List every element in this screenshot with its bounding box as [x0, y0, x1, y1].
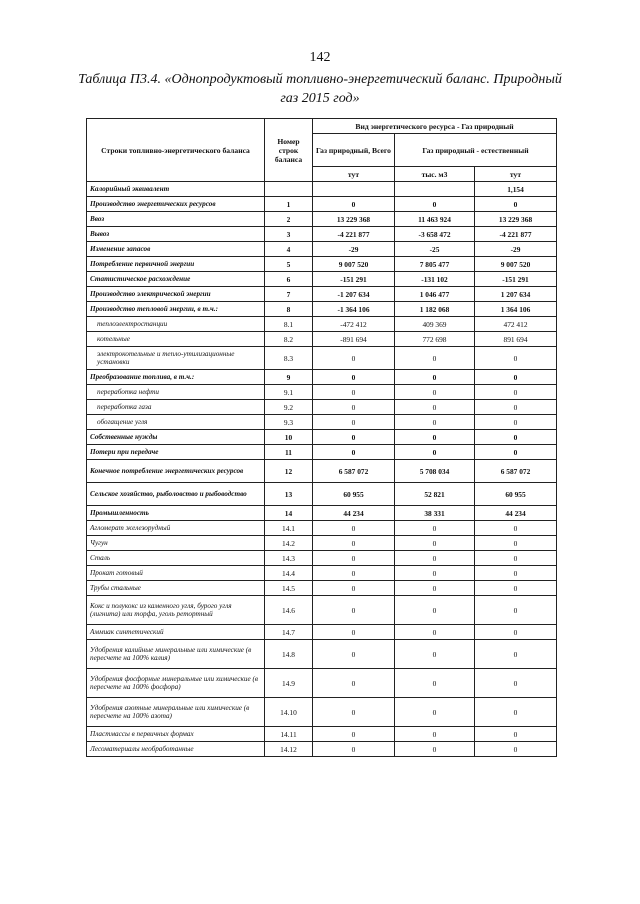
row-number: 14.7 [265, 625, 313, 640]
value-natural-m3: -25 [395, 242, 475, 257]
table-row [87, 302, 557, 317]
value-natural-tut: 13 229 368 [475, 212, 557, 227]
row-number: 14.3 [265, 551, 313, 566]
value-natural-tut: 0 [475, 370, 557, 385]
row-name: Чугун [87, 536, 265, 551]
value-natural-m3: 0 [395, 415, 475, 430]
value-natural-m3: 0 [395, 430, 475, 445]
value-natural-tut: 6 587 072 [475, 460, 557, 483]
value-total-tut: 0 [313, 566, 395, 581]
value-total-tut: 60 955 [313, 483, 395, 506]
value-total-tut: 6 587 072 [313, 460, 395, 483]
value-natural-m3: 0 [395, 742, 475, 757]
row-number: 4 [265, 242, 313, 257]
table-row [87, 197, 557, 212]
table-row [87, 727, 557, 742]
value-natural-m3: -3 658 472 [395, 227, 475, 242]
row-name: Лесоматериалы необработанные [87, 742, 265, 757]
value-natural-m3: 1 046 477 [395, 287, 475, 302]
row-name: обогащение угля [87, 415, 265, 430]
row-name: теплоэлектростанции [87, 317, 265, 332]
value-natural-m3: 772 698 [395, 332, 475, 347]
value-natural-tut: 0 [475, 347, 557, 370]
value-natural-tut: 0 [475, 625, 557, 640]
header-num-col: Номер строк баланса [265, 119, 313, 182]
value-total-tut: 0 [313, 521, 395, 536]
row-name: Кокс и полукокс из каменного угля, бурого угля (лигнита) или торфа, уголь ретортный [87, 596, 265, 625]
table-row [87, 669, 557, 698]
table-row [87, 581, 557, 596]
table-row [87, 257, 557, 272]
value-natural-tut: 0 [475, 445, 557, 460]
value-total-tut: -29 [313, 242, 395, 257]
table-row [87, 415, 557, 430]
value-natural-tut: 0 [475, 727, 557, 742]
value-natural-tut: 0 [475, 742, 557, 757]
value-total-tut: -891 694 [313, 332, 395, 347]
table-row [87, 596, 557, 625]
table-row [87, 742, 557, 757]
value-natural-tut: 1,154 [475, 182, 557, 197]
table-row [87, 400, 557, 415]
row-name: Сельское хозяйство, рыболовство и рыбоводство [87, 483, 265, 506]
table-header [87, 119, 557, 182]
value-total-tut: 0 [313, 727, 395, 742]
value-natural-tut: 0 [475, 669, 557, 698]
table-row [87, 182, 557, 197]
value-natural-m3: 409 369 [395, 317, 475, 332]
row-name: Прокат готовый [87, 566, 265, 581]
value-total-tut: 0 [313, 625, 395, 640]
value-natural-tut: 44 234 [475, 506, 557, 521]
row-number: 8 [265, 302, 313, 317]
row-number: 7 [265, 287, 313, 302]
value-total-tut: -472 412 [313, 317, 395, 332]
value-total-tut: 0 [313, 400, 395, 415]
row-name: Производство тепловой энергии, в т.ч.: [87, 302, 265, 317]
table-row [87, 317, 557, 332]
value-total-tut [313, 182, 395, 197]
header-unit-m3: тыс. м3 [395, 167, 475, 182]
table-row [87, 625, 557, 640]
value-total-tut: 0 [313, 742, 395, 757]
row-number: 14 [265, 506, 313, 521]
table-row [87, 287, 557, 302]
row-number: 14.4 [265, 566, 313, 581]
header-total-col: Газ природный, Всего [313, 134, 395, 167]
row-number: 9.1 [265, 385, 313, 400]
row-number: 1 [265, 197, 313, 212]
table-row [87, 272, 557, 287]
caption-line-1: Таблица П3.4. «Однопродуктовый топливно-энергетический баланс. Природный [78, 72, 562, 87]
value-natural-m3: 0 [395, 669, 475, 698]
table-row [87, 640, 557, 669]
value-natural-m3: 0 [395, 197, 475, 212]
value-total-tut: -1 207 634 [313, 287, 395, 302]
row-name: Вывоз [87, 227, 265, 242]
value-natural-m3: 0 [395, 385, 475, 400]
value-total-tut: 0 [313, 197, 395, 212]
table-row [87, 332, 557, 347]
table-row [87, 536, 557, 551]
value-natural-tut: 0 [475, 385, 557, 400]
row-name: Потери при передаче [87, 445, 265, 460]
row-number: 14.5 [265, 581, 313, 596]
value-total-tut: 13 229 368 [313, 212, 395, 227]
table-row [87, 445, 557, 460]
row-number: 14.1 [265, 521, 313, 536]
table-row [87, 227, 557, 242]
value-natural-tut: -4 221 877 [475, 227, 557, 242]
header-rows-col: Строки топливно-энергетического баланса [87, 119, 265, 182]
value-total-tut: 0 [313, 551, 395, 566]
row-name: Трубы стальные [87, 581, 265, 596]
caption-line-2: газ 2015 год» [280, 91, 360, 106]
value-total-tut: 9 007 520 [313, 257, 395, 272]
row-name: Калорийный эквивалент [87, 182, 265, 197]
table-row [87, 698, 557, 727]
row-name: Сталь [87, 551, 265, 566]
value-total-tut: 0 [313, 640, 395, 669]
value-natural-m3: 0 [395, 625, 475, 640]
value-natural-tut: 0 [475, 536, 557, 551]
value-natural-m3: 0 [395, 521, 475, 536]
header-unit-natural: тут [475, 167, 557, 182]
row-number: 6 [265, 272, 313, 287]
row-number: 2 [265, 212, 313, 227]
table-caption [60, 70, 580, 108]
value-total-tut: -4 221 877 [313, 227, 395, 242]
header-natural-col: Газ природный - естественный [395, 134, 557, 167]
balance-table [86, 118, 557, 757]
row-number: 3 [265, 227, 313, 242]
row-name: Конечное потребление энергетических ресурсов [87, 460, 265, 483]
value-natural-m3: 7 805 477 [395, 257, 475, 272]
value-total-tut: 0 [313, 370, 395, 385]
row-number: 14.2 [265, 536, 313, 551]
row-number: 14.11 [265, 727, 313, 742]
table-row [87, 370, 557, 385]
row-name: Промышленность [87, 506, 265, 521]
row-number: 11 [265, 445, 313, 460]
table-row [87, 566, 557, 581]
row-name: Производство энергетических ресурсов [87, 197, 265, 212]
row-name: котельные [87, 332, 265, 347]
value-natural-m3: 0 [395, 566, 475, 581]
header-resource-group: Вид энергетического ресурса - Газ природный [313, 119, 557, 134]
value-natural-m3: 5 708 034 [395, 460, 475, 483]
table-body [87, 182, 557, 757]
row-name: Удобрения азотные минеральные или химические (в пересчете на 100% азота) [87, 698, 265, 727]
header-unit-total: тут [313, 167, 395, 182]
row-number: 14.8 [265, 640, 313, 669]
value-natural-m3: 52 821 [395, 483, 475, 506]
value-natural-m3: 38 331 [395, 506, 475, 521]
row-number: 14.6 [265, 596, 313, 625]
value-natural-tut: 0 [475, 698, 557, 727]
row-number: 12 [265, 460, 313, 483]
value-natural-tut: 1 364 106 [475, 302, 557, 317]
row-number: 14.9 [265, 669, 313, 698]
value-natural-m3: 1 182 068 [395, 302, 475, 317]
value-natural-tut: 0 [475, 400, 557, 415]
value-natural-m3: 0 [395, 727, 475, 742]
row-number: 9.2 [265, 400, 313, 415]
row-number: 5 [265, 257, 313, 272]
table-row [87, 385, 557, 400]
value-natural-m3: -131 102 [395, 272, 475, 287]
table-row [87, 460, 557, 483]
value-total-tut: -1 364 106 [313, 302, 395, 317]
value-natural-m3: 0 [395, 347, 475, 370]
value-natural-tut: 1 207 634 [475, 287, 557, 302]
table-row [87, 506, 557, 521]
value-natural-tut: 60 955 [475, 483, 557, 506]
value-total-tut: -151 291 [313, 272, 395, 287]
row-number: 13 [265, 483, 313, 506]
value-natural-tut: 0 [475, 581, 557, 596]
table-row [87, 242, 557, 257]
row-name: Преобразование топлива, в т.ч.: [87, 370, 265, 385]
value-total-tut: 0 [313, 581, 395, 596]
row-name: Потребление первичной энергии [87, 257, 265, 272]
row-name: Удобрения фосфорные минеральные или химические (в пересчете на 100% фосфора) [87, 669, 265, 698]
row-name: переработка нефти [87, 385, 265, 400]
value-natural-tut: 472 412 [475, 317, 557, 332]
value-total-tut: 0 [313, 698, 395, 727]
value-natural-tut: 9 007 520 [475, 257, 557, 272]
value-total-tut: 0 [313, 536, 395, 551]
value-natural-m3: 0 [395, 370, 475, 385]
row-number [265, 182, 313, 197]
value-natural-tut: 0 [475, 640, 557, 669]
value-total-tut: 0 [313, 415, 395, 430]
row-name: переработка газа [87, 400, 265, 415]
row-number: 8.3 [265, 347, 313, 370]
row-number: 14.12 [265, 742, 313, 757]
value-natural-tut: 0 [475, 566, 557, 581]
value-natural-m3 [395, 182, 475, 197]
page-number: 142 [309, 50, 331, 65]
value-total-tut: 0 [313, 445, 395, 460]
row-number: 9.3 [265, 415, 313, 430]
table-row [87, 483, 557, 506]
value-natural-tut: -29 [475, 242, 557, 257]
row-name: Агломерат железорудный [87, 521, 265, 536]
row-name: Пластмассы в первичных формах [87, 727, 265, 742]
value-natural-m3: 0 [395, 551, 475, 566]
value-natural-m3: 0 [395, 445, 475, 460]
value-total-tut: 44 234 [313, 506, 395, 521]
value-total-tut: 0 [313, 430, 395, 445]
table-row [87, 212, 557, 227]
value-natural-m3: 0 [395, 596, 475, 625]
value-natural-tut: 0 [475, 596, 557, 625]
value-natural-m3: 11 463 924 [395, 212, 475, 227]
row-name: Собственные нужды [87, 430, 265, 445]
row-name: Изменение запасов [87, 242, 265, 257]
row-name: Статистическое расхождение [87, 272, 265, 287]
table-row [87, 430, 557, 445]
row-number: 8.2 [265, 332, 313, 347]
value-natural-tut: 0 [475, 430, 557, 445]
value-natural-tut: 891 694 [475, 332, 557, 347]
value-natural-tut: 0 [475, 415, 557, 430]
row-name: Производство электрической энергии [87, 287, 265, 302]
row-name: Аммиак синтетический [87, 625, 265, 640]
table-row [87, 347, 557, 370]
value-natural-tut: 0 [475, 521, 557, 536]
value-natural-m3: 0 [395, 698, 475, 727]
row-name: электрокотельные и тепло-утилизационные установки [87, 347, 265, 370]
row-number: 8.1 [265, 317, 313, 332]
value-total-tut: 0 [313, 669, 395, 698]
value-total-tut: 0 [313, 385, 395, 400]
row-name: Ввоз [87, 212, 265, 227]
table-row [87, 521, 557, 536]
row-number: 9 [265, 370, 313, 385]
value-natural-m3: 0 [395, 640, 475, 669]
value-natural-tut: 0 [475, 197, 557, 212]
value-natural-m3: 0 [395, 400, 475, 415]
value-natural-tut: -151 291 [475, 272, 557, 287]
table-row [87, 551, 557, 566]
row-number: 10 [265, 430, 313, 445]
value-total-tut: 0 [313, 596, 395, 625]
value-natural-m3: 0 [395, 581, 475, 596]
row-number: 14.10 [265, 698, 313, 727]
value-total-tut: 0 [313, 347, 395, 370]
value-natural-tut: 0 [475, 551, 557, 566]
value-natural-m3: 0 [395, 536, 475, 551]
row-name: Удобрения калийные минеральные или химические (в пересчете на 100% калия) [87, 640, 265, 669]
